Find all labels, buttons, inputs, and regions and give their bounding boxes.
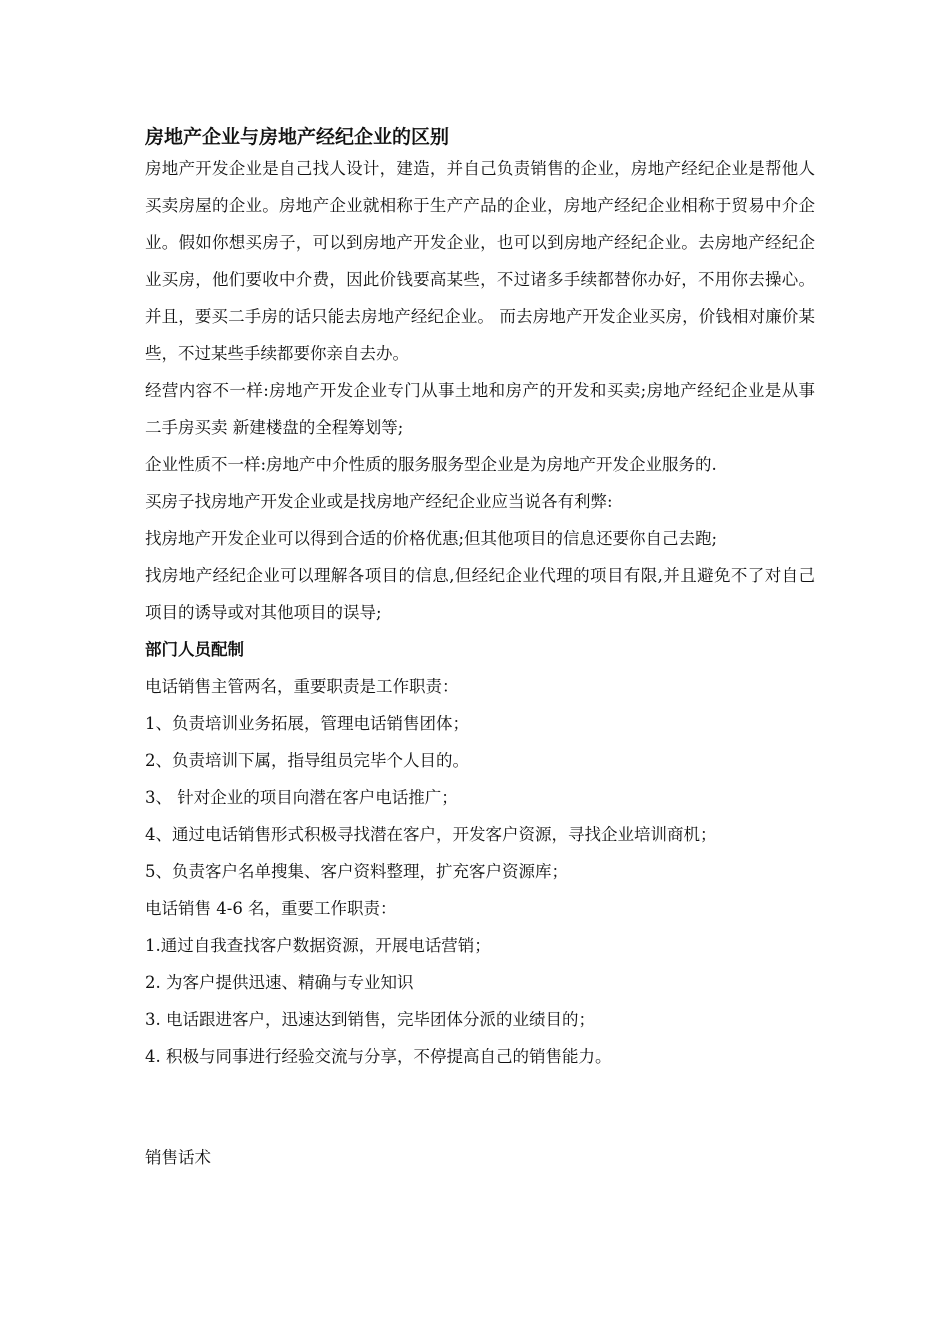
list-item: 1.通过自我查找客户数据资源，开展电话营销； (145, 936, 491, 955)
business-scope-paragraph: 经营内容不一样:房地产开发企业专门从事土地和房产的开发和买卖;房地产经纪企业是从事二手房买卖 新建楼盘的全程筹划等; (145, 381, 815, 437)
scripts-heading: 销售话术 (145, 1148, 211, 1167)
pros-agent-paragraph: 找房地产经纪企业可以理解各项目的信息,但经纪企业代理的项目有限,并且避免不了对自己项目的诱导或对其他项目的误导; (145, 566, 815, 622)
list-item: 1、负责培训业务拓展，管理电话销售团体； (145, 714, 469, 733)
supervisor-duty-list (145, 705, 815, 890)
list-item: 3. 电话跟进客户，迅速达到销售，完毕团体分派的业绩目的； (145, 1010, 595, 1029)
list-item: 3、 针对企业的项目向潜在客户电话推广； (145, 788, 458, 807)
sales-intro-line: 电话销售 4-6 名，重要工作职责： (145, 899, 397, 918)
intro-paragraph: 房地产开发企业是自己找人设计，建造，并自己负责销售的企业，房地产经纪企业是帮他人买卖房屋的企业。房地产企业就相称于生产产品的企业，房地产经纪企业相称于贸易中介企业。假如你想买房子，可以到房地产开发企业，也可以到房地产经纪企业。去房地产经纪企业买房，他们要收中介费，因此价钱要高某些，不过诸多手续都替你办好，不用你去操心。并且，要买二手房的话只能去房地产经纪企业。 而去房地产开发企业买房，价钱相对廉价某些，不过某些手续都要你亲自去办。 (145, 159, 815, 363)
list-item: 5、负责客户名单搜集、客户资料整理，扩充客户资源库； (145, 862, 568, 881)
supervisor-intro-line: 电话销售主管两名，重要职责是工作职责： (145, 677, 459, 696)
list-item: 4、通过电话销售形式积极寻找潜在客户，开发客户资源，寻找企业培训商机； (145, 825, 717, 844)
list-item: 2. 为客户提供迅速、精确与专业知识 (145, 973, 414, 992)
sales-duty-list (145, 927, 815, 1075)
spacer (145, 1075, 815, 1139)
nature-paragraph: 企业性质不一样:房地产中介性质的服务服务型企业是为房地产开发企业服务的. (145, 455, 717, 474)
staff-heading: 部门人员配制 (145, 640, 244, 659)
document-body (145, 124, 815, 1176)
document-title: 房地产企业与房地产经纪企业的区别 (145, 126, 450, 148)
pros-intro-line: 买房子找房地产开发企业或是找房地产经纪企业应当说各有利弊: (145, 492, 613, 511)
list-item: 4. 积极与同事进行经验交流与分享，不停提高自己的销售能力。 (145, 1047, 612, 1066)
pros-developer-line: 找房地产开发企业可以得到合适的价格优惠;但其他项目的信息还要你自己去跑; (145, 529, 718, 548)
list-item: 2、负责培训下属，指导组员完毕个人目的。 (145, 751, 469, 770)
